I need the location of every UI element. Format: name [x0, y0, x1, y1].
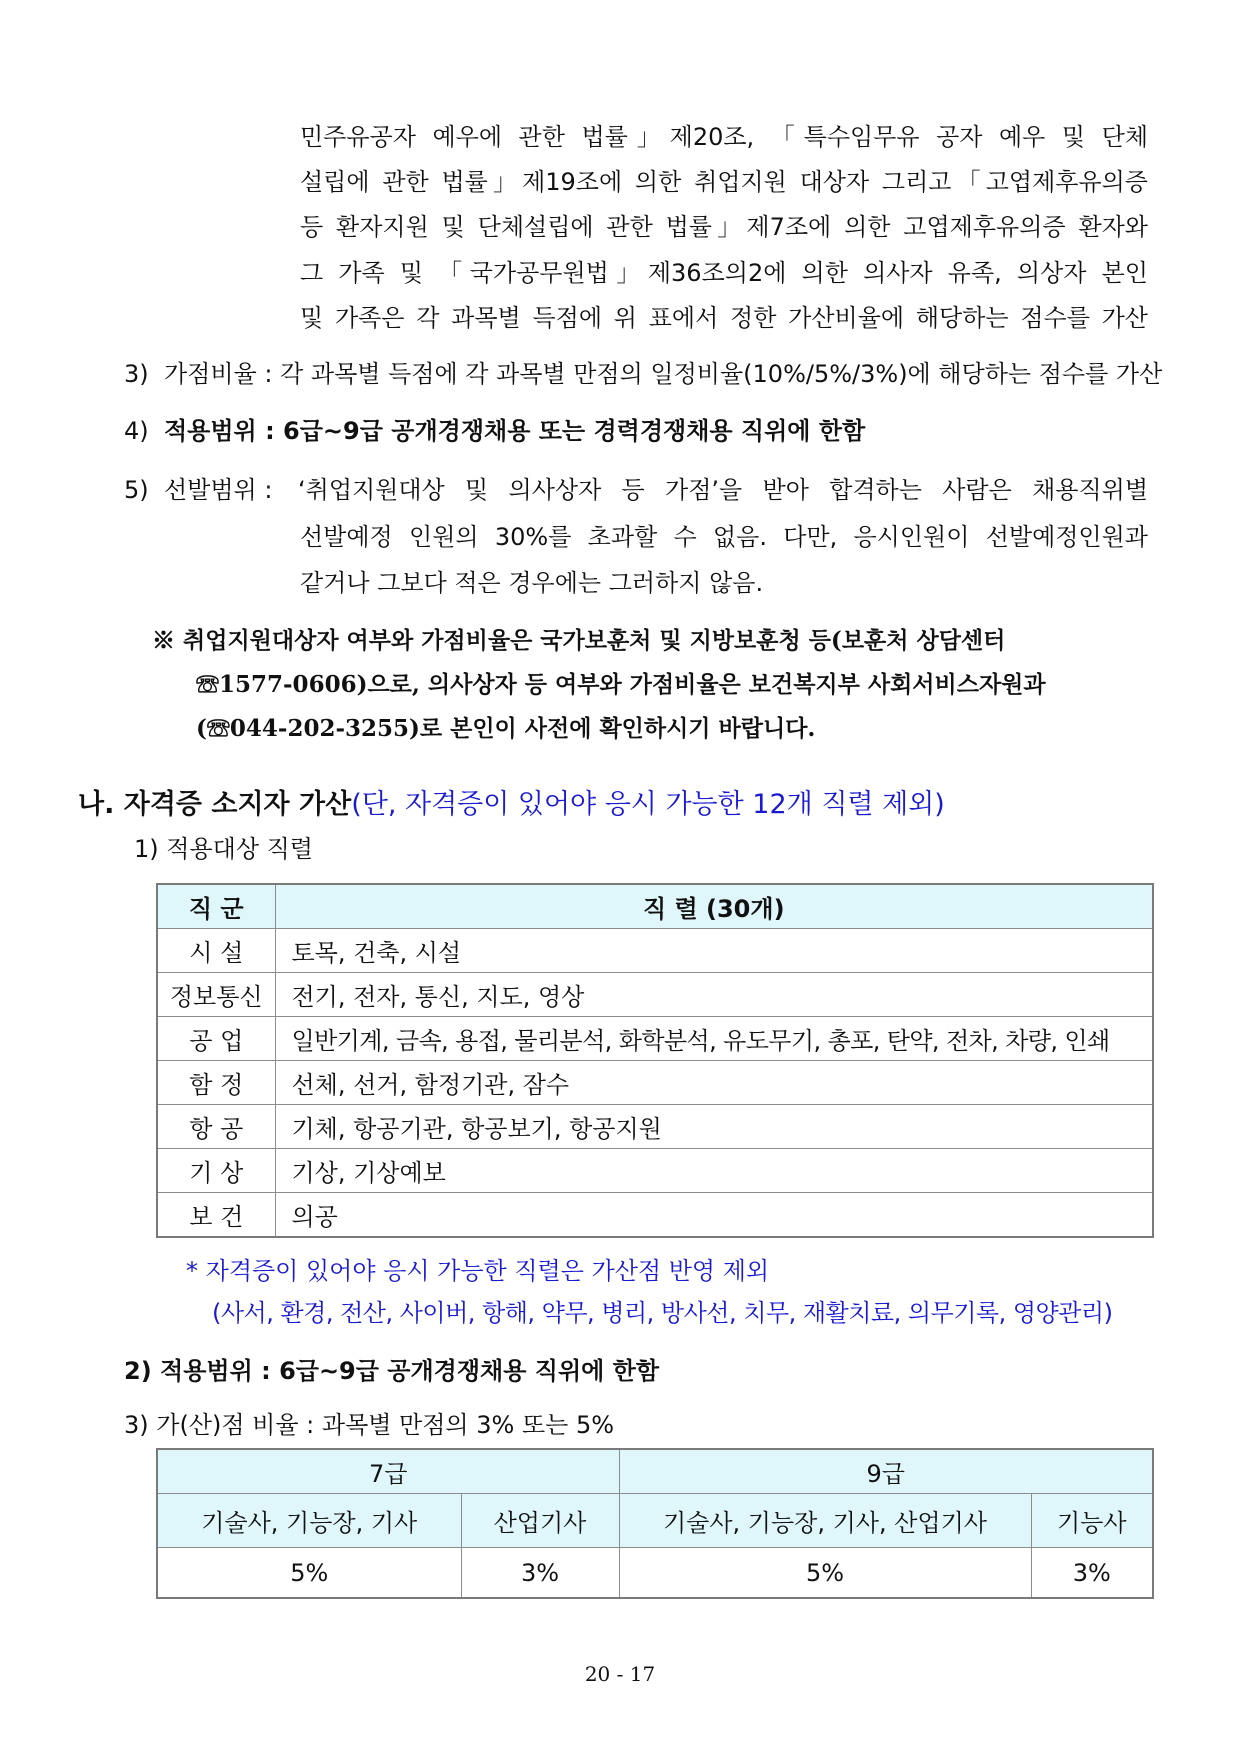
- grade-9-header: 9급: [619, 1449, 1153, 1494]
- page-number: 20 - 17: [584, 1662, 656, 1686]
- grade-header-row: [157, 1449, 1153, 1494]
- rate-row: [157, 1548, 1153, 1599]
- header-job-group: 직 군: [157, 884, 275, 929]
- section-heading: [78, 786, 945, 824]
- item-4-number: 4): [124, 417, 149, 445]
- intro-line-3: 등 환자지원 및 단체설립에 관한 법률」제7조에 의한 고엽제후유의증 환자와: [300, 213, 1148, 241]
- license-header: 기능사: [1031, 1494, 1153, 1548]
- license-header: 기술사, 기능장, 기사: [157, 1494, 461, 1548]
- item-5-label: [124, 473, 272, 507]
- license-header: 산업기사: [461, 1494, 619, 1548]
- intro-line-2: 설립에 관한 법률」제19조에 의한 취업지원 대상자 그리고「고엽제후유의증: [300, 168, 1148, 196]
- job-group-cell: 보 건: [157, 1193, 275, 1238]
- table-note-line-1: * 자격증이 있어야 응시 가능한 직렬은 가산점 반영 제외: [186, 1257, 770, 1285]
- job-group-cell: 정보통신: [157, 973, 275, 1017]
- item-5-line-1: ‘취업지원대상 및 의사상자 등 가점’을 받아 합격하는 사람은 채용직위별: [298, 476, 1148, 504]
- table-row: [157, 929, 1153, 973]
- job-series-cell: 기체, 항공기관, 항공보기, 항공지원: [275, 1105, 1153, 1149]
- item-3-text: 가점비율 : 각 과목별 득점에 각 과목별 만점의 일정비율(10%/5%/3%)에 해당하는 점수를 가산: [164, 360, 1163, 388]
- intro-line-5: 및 가족은 각 과목별 득점에 위 표에서 정한 가산비율에 해당하는 점수를 가산: [300, 304, 1148, 332]
- job-series-cell: 선체, 선거, 함정기관, 잠수: [275, 1061, 1153, 1105]
- table-header-row: [157, 884, 1153, 929]
- table-row: [157, 973, 1153, 1017]
- job-series-cell: 토목, 건축, 시설: [275, 929, 1153, 973]
- item-3-number: 3): [124, 360, 149, 388]
- job-series-cell: 전기, 전자, 통신, 지도, 영상: [275, 973, 1153, 1017]
- intro-line-1: 민주유공자 예우에 관한 법률」제20조, 「특수임무유 공자 예우 및 단체: [300, 123, 1148, 151]
- note-line-2: ☏1577-0606)으로, 의사상자 등 여부와 가점비율은 보건복지부 사회서비스자원과: [196, 671, 1046, 698]
- item-3: [124, 357, 1163, 391]
- table-note-line-2: (사서, 환경, 전산, 사이버, 항해, 약무, 병리, 방사선, 치무, 재활치료, 의무기록, 영양관리): [212, 1299, 1113, 1327]
- job-series-cell: 의공: [275, 1193, 1153, 1238]
- rate-value: 3%: [1031, 1548, 1153, 1599]
- rate-value: 5%: [619, 1548, 1031, 1599]
- subsection-1-title: 1) 적용대상 직렬: [134, 835, 313, 863]
- subsection-2: 2) 적용범위 : 6급~9급 공개경쟁채용 직위에 한함: [124, 1357, 660, 1385]
- license-header: 기술사, 기능장, 기사, 산업기사: [619, 1494, 1031, 1548]
- item-4: [124, 414, 1154, 448]
- section-heading-title: 나. 자격증 소지자 가산: [78, 789, 352, 820]
- item-5-line-3: 같거나 그보다 적은 경우에는 그러하지 않음.: [300, 569, 764, 597]
- item-5-label-text: 선발범위 :: [164, 476, 273, 504]
- license-header-row: [157, 1494, 1153, 1548]
- subsection-3: 3) 가(산)점 비율 : 과목별 만점의 3% 또는 5%: [124, 1411, 615, 1439]
- job-group-cell: 함 정: [157, 1061, 275, 1105]
- table-row: [157, 1193, 1153, 1238]
- job-group-cell: 공 업: [157, 1017, 275, 1061]
- section-heading-note: (단, 자격증이 있어야 응시 가능한 12개 직렬 제외): [351, 789, 945, 820]
- note-line-3: (☏044-202-3255)로 본인이 사전에 확인하시기 바랍니다.: [196, 715, 816, 742]
- intro-line-4: 그 가족 및 「국가공무원법」제36조의2에 의한 의사자 유족, 의상자 본인: [300, 259, 1148, 287]
- job-series-cell: 일반기계, 금속, 용접, 물리분석, 화학분석, 유도무기, 총포, 탄약, 전차, 차량, 인쇄: [275, 1017, 1153, 1061]
- table-row: [157, 1061, 1153, 1105]
- header-job-series: 직 렬 (30개): [275, 884, 1153, 929]
- job-group-cell: 시 설: [157, 929, 275, 973]
- table-row: [157, 1017, 1153, 1061]
- table-row: [157, 1149, 1153, 1193]
- item-4-text: 적용범위 : 6급~9급 공개경쟁채용 또는 경력경쟁채용 직위에 한함: [164, 417, 866, 445]
- item-5-line-2: 선발예정 인원의 30%를 초과할 수 없음. 다만, 응시인원이 선발예정인원과: [300, 523, 1148, 551]
- note-line-1: ※ 취업지원대상자 여부와 가점비율은 국가보훈처 및 지방보훈청 등(보훈처 상담센터: [152, 627, 1006, 654]
- table-row: [157, 1105, 1153, 1149]
- bonus-rate-table: [156, 1448, 1154, 1599]
- job-group-cell: 기 상: [157, 1149, 275, 1193]
- job-group-cell: 항 공: [157, 1105, 275, 1149]
- rate-value: 3%: [461, 1548, 619, 1599]
- item-5-number: 5): [124, 476, 149, 504]
- grade-7-header: 7급: [157, 1449, 619, 1494]
- applicable-series-table: [156, 883, 1154, 1238]
- job-series-cell: 기상, 기상예보: [275, 1149, 1153, 1193]
- rate-value: 5%: [157, 1548, 461, 1599]
